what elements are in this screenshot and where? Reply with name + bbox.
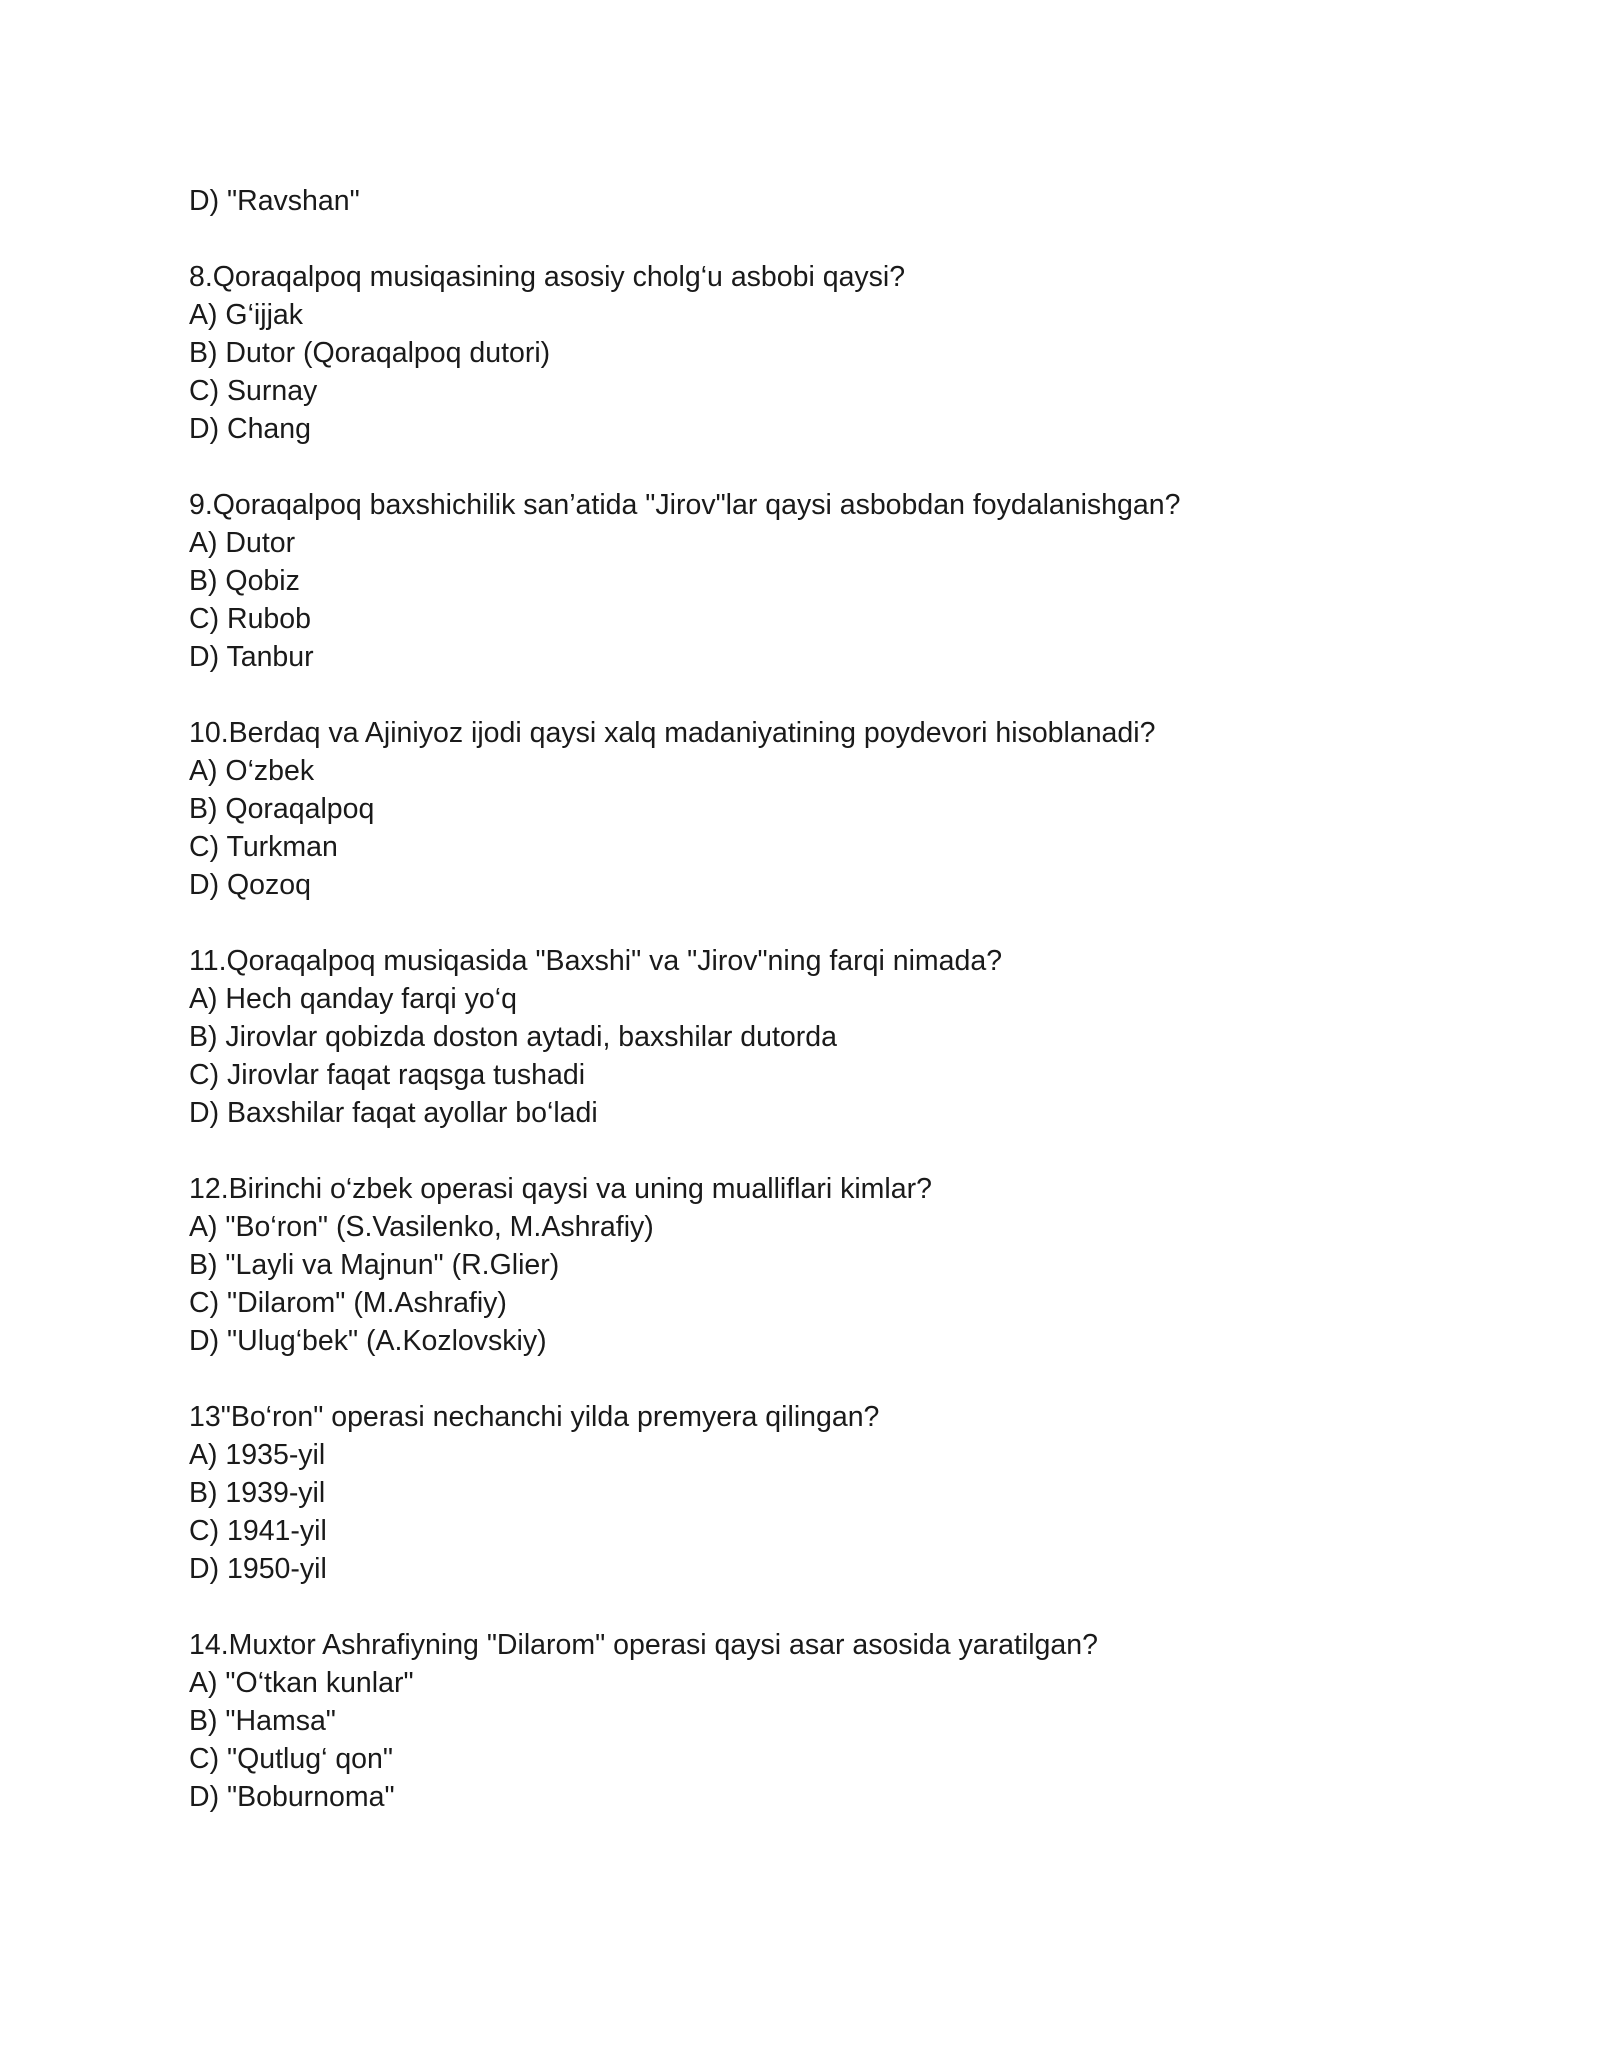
answer-option: C) Jirovlar faqat raqsga tushadi	[189, 1059, 586, 1091]
answer-option: A) O‘zbek	[189, 755, 315, 787]
answer-option: B) Jirovlar qobizda doston aytadi, baxshilar dutorda	[189, 1021, 837, 1053]
answer-option: B) 1939-yil	[189, 1477, 326, 1509]
answer-option: D) Chang	[189, 413, 311, 445]
answer-option: C) 1941-yil	[189, 1515, 327, 1547]
answer-option: C) "Dilarom" (M.Ashrafiy)	[189, 1287, 507, 1319]
answer-option: B) "Layli va Majnun" (R.Glier)	[189, 1249, 560, 1281]
answer-option: B) "Hamsa"	[189, 1705, 336, 1737]
answer-option: D) 1950-yil	[189, 1553, 327, 1585]
answer-option: A) "Bo‘ron" (S.Vasilenko, M.Ashrafiy)	[189, 1211, 654, 1243]
answer-option: A) G‘ijjak	[189, 299, 304, 331]
question-block-11	[189, 942, 1489, 1132]
question-block-14	[189, 1626, 1489, 1816]
question-block-8	[189, 258, 1489, 448]
answer-option: C) Rubob	[189, 603, 311, 635]
answer-option: D) Qozoq	[189, 869, 311, 901]
answer-option: C) "Qutlug‘ qon"	[189, 1743, 393, 1775]
answer-option: D) Baxshilar faqat ayollar bo‘ladi	[189, 1097, 598, 1129]
answer-option: A) 1935-yil	[189, 1439, 326, 1471]
question-block-13	[189, 1398, 1489, 1588]
question-block-9	[189, 486, 1489, 676]
document-page	[189, 182, 1489, 1816]
question-text: 11.Qoraqalpoq musiqasida "Baxshi" va "Jirov"ning farqi nimada?	[189, 945, 1003, 977]
answer-option: A) Hech qanday farqi yo‘q	[189, 983, 517, 1015]
question-text: 12.Birinchi o‘zbek operasi qaysi va uning mualliflari kimlar?	[189, 1173, 932, 1205]
answer-option: D) "Ravshan"	[189, 185, 360, 217]
answer-option: D) "Ulug‘bek" (A.Kozlovskiy)	[189, 1325, 547, 1357]
answer-option: B) Qoraqalpoq	[189, 793, 375, 825]
question-text: 8.Qoraqalpoq musiqasining asosiy cholg‘u asbobi qaysi?	[189, 261, 906, 293]
question-block-12	[189, 1170, 1489, 1360]
question-block-10	[189, 714, 1489, 904]
answer-option: C) Surnay	[189, 375, 318, 407]
answer-option: C) Turkman	[189, 831, 338, 863]
question-text: 14.Muxtor Ashrafiyning "Dilarom" operasi qaysi asar asosida yaratilgan?	[189, 1629, 1098, 1661]
answer-option: A) "O‘tkan kunlar"	[189, 1667, 414, 1699]
answer-option: B) Dutor (Qoraqalpoq dutori)	[189, 337, 551, 369]
question-text: 10.Berdaq va Ajiniyoz ijodi qaysi xalq madaniyatining poydevori hisoblanadi?	[189, 717, 1156, 749]
answer-option: A) Dutor	[189, 527, 296, 559]
question-text: 9.Qoraqalpoq baxshichilik san’atida "Jirov"lar qaysi asbobdan foydalanishgan?	[189, 489, 1181, 521]
answer-option: D) "Boburnoma"	[189, 1781, 395, 1813]
answer-option: B) Qobiz	[189, 565, 300, 597]
question-text: 13"Bo‘ron" operasi nechanchi yilda premyera qilingan?	[189, 1401, 880, 1433]
answer-option: D) Tanbur	[189, 641, 314, 673]
